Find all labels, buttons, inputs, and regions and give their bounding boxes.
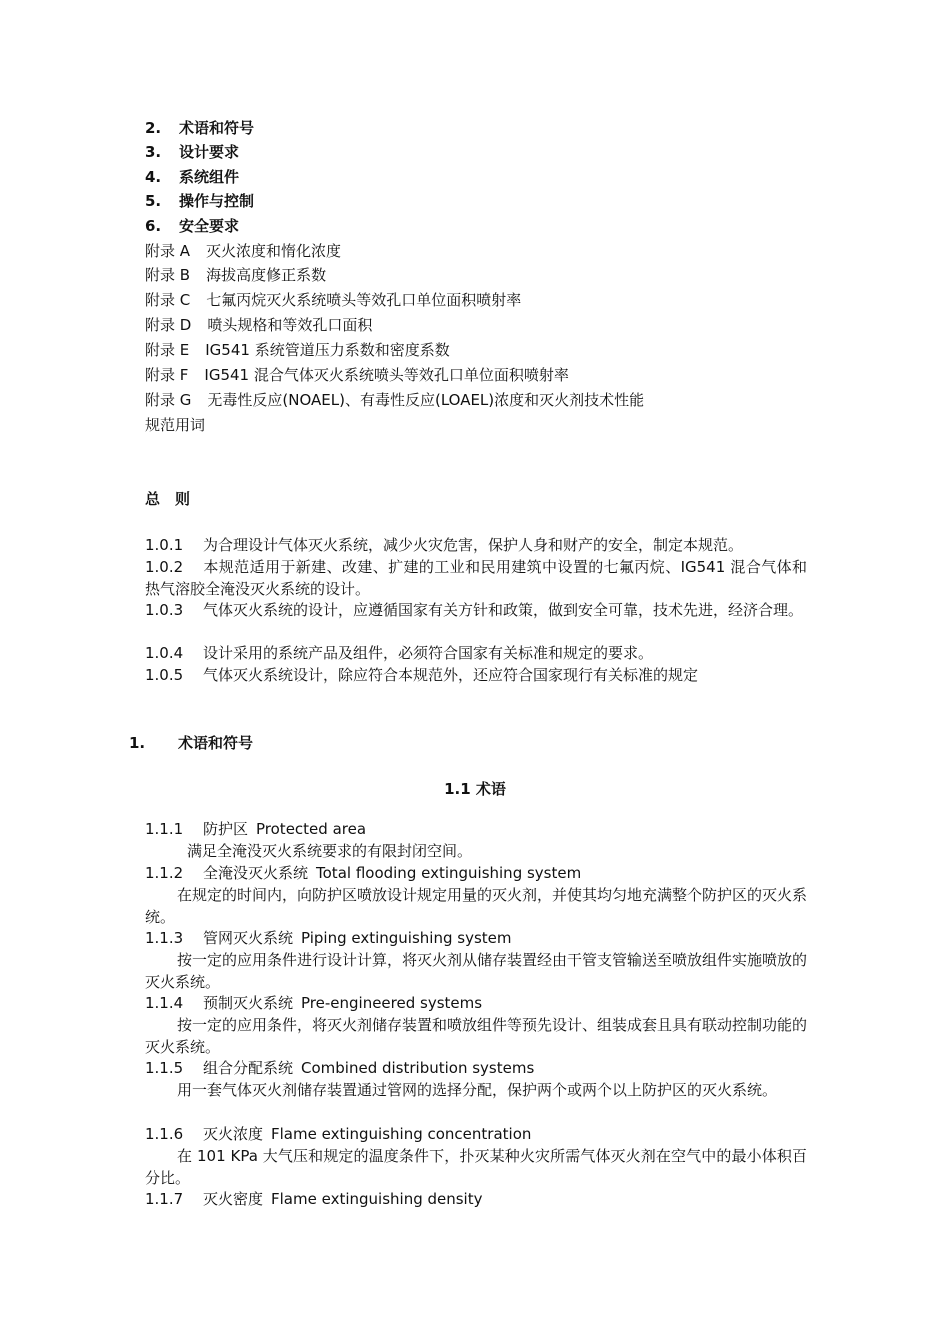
term-number: 1.1.6 — [145, 1125, 184, 1143]
term-chinese: 管网灭火系统 — [203, 929, 294, 947]
toc-appendix-title: 喷头规格和等效孔口面积 — [207, 316, 373, 334]
toc-chapter-number: 4. — [145, 168, 162, 186]
toc-appendix-label: 附录 C — [145, 291, 191, 309]
chapter-heading — [129, 732, 253, 754]
term-heading — [145, 1188, 483, 1210]
general-item — [145, 642, 807, 664]
toc-chapter-title: 术语和符号 — [179, 119, 255, 137]
term-english: Pre-engineered systems — [301, 994, 483, 1012]
toc-chapter-title: 系统组件 — [179, 168, 240, 186]
term-definition: 按一定的应用条件，将灭火剂储存装置和喷放组件等预先设计、组装成套且具有联动控制功能的灭火系统。 — [145, 1016, 808, 1056]
toc-appendix-title: 无毒性反应(NOAEL)、有毒性反应(LOAEL)浓度和灭火剂技术性能 — [207, 391, 645, 409]
clause-number: 1.0.3 — [145, 601, 184, 619]
term-number: 1.1.2 — [145, 864, 184, 882]
term-english: Protected area — [256, 820, 367, 838]
toc-appendix — [145, 240, 341, 262]
term-number: 1.1.1 — [145, 820, 184, 838]
term-english: Combined distribution systems — [301, 1059, 535, 1077]
toc-appendix — [145, 289, 521, 311]
toc-chapter — [145, 117, 254, 139]
toc-appendix-label: 附录 F — [145, 366, 189, 384]
toc-chapter — [145, 215, 239, 237]
term-chinese: 预制灭火系统 — [203, 994, 294, 1012]
toc-chapter-number: 3. — [145, 143, 162, 161]
clause-text: 本规范适用于新建、改建、扩建的工业和民用建筑中设置的七氟丙烷、IG541 混合气体和热气溶胶全淹没灭火系统的设计。 — [145, 558, 807, 598]
toc-appendix — [145, 389, 644, 411]
term-definition: 按一定的应用条件进行设计计算，将灭火剂从储存装置经由干管支管输送至喷放组件实施喷放的灭火系统。 — [145, 951, 808, 991]
clause-text: 设计采用的系统产品及组件，必须符合国家有关标准和规定的要求。 — [203, 644, 654, 662]
clause-text: 气体灭火系统设计，除应符合本规范外，还应符合国家现行有关标准的规定 — [203, 666, 699, 684]
term-number: 1.1.5 — [145, 1059, 184, 1077]
toc-appendix — [145, 264, 326, 286]
toc-appendix-title: IG541 系统管道压力系数和密度系数 — [205, 341, 450, 359]
term-definition: 在规定的时间内，向防护区喷放设计规定用量的灭火剂，并使其均匀地充满整个防护区的灭火系统。 — [145, 886, 808, 926]
term-english: Flame extinguishing concentration — [271, 1125, 532, 1143]
toc-appendix-title: 七氟丙烷灭火系统喷头等效孔口单位面积喷射率 — [206, 291, 522, 309]
toc-chapter-number: 6. — [145, 217, 162, 235]
term-definition: 用一套气体灭火剂储存装置通过管网的选择分配，保护两个或两个以上防护区的灭火系统。 — [177, 1081, 778, 1099]
term-heading — [145, 1057, 534, 1079]
term-chinese: 灭火密度 — [203, 1190, 264, 1208]
toc-appendix-label: 附录 G — [145, 391, 192, 409]
general-item — [145, 534, 807, 556]
toc-appendix-title: IG541 混合气体灭火系统喷头等效孔口单位面积喷射率 — [204, 366, 569, 384]
clause-number: 1.0.4 — [145, 644, 184, 662]
clause-number: 1.0.5 — [145, 666, 184, 684]
toc-chapter — [145, 141, 239, 163]
section-heading: 1.1 术语 — [444, 780, 506, 798]
term-heading — [145, 862, 581, 884]
term-number: 1.1.4 — [145, 994, 184, 1012]
term-chinese: 灭火浓度 — [203, 1125, 264, 1143]
term-heading — [145, 1123, 531, 1145]
general-heading: 总 则 — [145, 490, 191, 508]
term-definition: 在 101 KPa 大气压和规定的温度条件下，扑灭某种火灾所需气体灭火剂在空气中的最小体积百分比。 — [145, 1147, 807, 1187]
general-item — [145, 556, 807, 600]
term-english: Piping extinguishing system — [301, 929, 512, 947]
term-chinese: 全淹没灭火系统 — [203, 864, 309, 882]
term-chinese: 防护区 — [203, 820, 249, 838]
toc-appendix — [145, 364, 569, 386]
term-number: 1.1.3 — [145, 929, 184, 947]
toc-chapter-title: 安全要求 — [179, 217, 240, 235]
term-english: Flame extinguishing density — [271, 1190, 483, 1208]
chapter-number: 1. — [129, 734, 146, 752]
term-heading — [145, 992, 482, 1014]
toc-chapter — [145, 190, 254, 212]
term-heading — [145, 818, 366, 840]
general-item — [145, 664, 807, 686]
general-item — [145, 599, 807, 621]
clause-text: 气体灭火系统的设计，应遵循国家有关方针和政策，做到安全可靠，技术先进，经济合理。 — [203, 601, 804, 619]
toc-chapter-number: 2. — [145, 119, 162, 137]
clause-number: 1.0.1 — [145, 536, 184, 554]
toc-appendix-label: 附录 B — [145, 266, 191, 284]
toc-appendix-title: 海拔高度修正系数 — [206, 266, 327, 284]
term-chinese: 组合分配系统 — [203, 1059, 294, 1077]
toc-chapter-number: 5. — [145, 192, 162, 210]
toc-chapter — [145, 166, 239, 188]
term-heading — [145, 927, 512, 949]
toc-appendix-title: 灭火浓度和惰化浓度 — [206, 242, 342, 260]
term-english: Total flooding extinguishing system — [316, 864, 582, 882]
term-number: 1.1.7 — [145, 1190, 184, 1208]
clause-number: 1.0.2 — [145, 558, 184, 576]
toc-appendix — [145, 314, 372, 336]
clause-text: 为合理设计气体灭火系统，减少火灾危害，保护人身和财产的安全，制定本规范。 — [203, 536, 744, 554]
toc-appendix-label: 附录 A — [145, 242, 191, 260]
toc-wording: 规范用词 — [145, 416, 206, 434]
toc-chapter-title: 设计要求 — [179, 143, 240, 161]
toc-appendix-label: 附录 D — [145, 316, 192, 334]
chapter-title: 术语和符号 — [178, 734, 254, 752]
toc-chapter-title: 操作与控制 — [179, 192, 255, 210]
toc-appendix-label: 附录 E — [145, 341, 190, 359]
toc-appendix — [145, 339, 450, 361]
term-definition: 满足全淹没灭火系统要求的有限封闭空间。 — [187, 842, 473, 860]
